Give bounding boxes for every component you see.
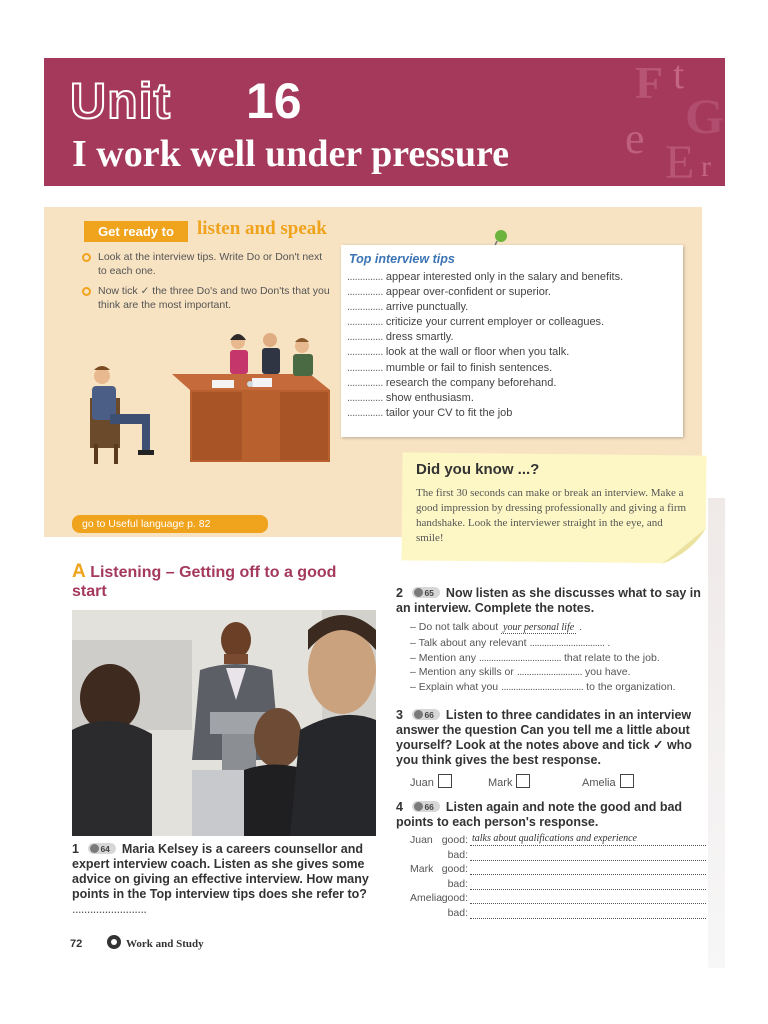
checkbox[interactable] (516, 774, 530, 788)
audio-cd-icon[interactable]: 64 (88, 843, 116, 854)
tip-blank[interactable]: .............. (347, 391, 383, 404)
audio-cd-icon[interactable]: 66 (412, 801, 440, 812)
get-ready-badge: Get ready to (84, 221, 188, 242)
unit-banner (44, 58, 725, 186)
section-title: Listening – Getting off to a good start (72, 564, 337, 600)
answer-line[interactable] (470, 903, 706, 904)
decorative-letters (615, 58, 725, 186)
tip-item: .............. research the company beforehand. (347, 376, 557, 389)
unit-title: I work well under pressure (72, 133, 510, 175)
good-row: Mark good: (396, 863, 706, 878)
question-1: 1 64 Maria Kelsey is a careers counsellor and expert interview coach. Listen as she gives some advice on giving an effective interview. How many points in the Top interview tips does she refer to? ......................... (72, 842, 369, 916)
answer-line[interactable] (470, 918, 706, 919)
tip-item: .............. appear over-confident or superior. (347, 286, 551, 299)
candidate-option[interactable]: Juan (410, 774, 452, 789)
note-line: – Do not talk about your personal life . (410, 621, 583, 633)
instruction-item: Now tick ✓ the three Do's and two Don'ts that you think are the most important. (80, 284, 330, 312)
audio-cd-icon[interactable]: 66 (412, 709, 440, 720)
answer-line[interactable] (470, 889, 706, 890)
candidate-option[interactable]: Amelia (582, 774, 634, 789)
q2-notes (396, 620, 706, 695)
instruction-item: Look at the interview tips. Write Do or Don't next to each one. (80, 250, 330, 278)
candidate-option[interactable]: Mark (488, 774, 530, 789)
svg-text:t: t (673, 58, 685, 97)
question-3: 3 66 Listen to three candidates in an interview answer the question Can you tell me a little about yourself? Look at the notes above and tick ✓ who you think gives the best response. Juan Mark Amelia (396, 708, 706, 790)
did-you-know-body: The first 30 seconds can make or break an interview. Make a good impression by dressing professionally and giving a firm handshake. Look the interviewer straight in the eye, and smile! (416, 487, 687, 544)
note-blank[interactable]: ............................... (529, 636, 605, 649)
unit-word: Unit (70, 73, 172, 129)
tip-blank[interactable]: .............. (347, 361, 383, 374)
instructions-list (80, 250, 330, 318)
svg-text:r: r (701, 150, 711, 183)
did-you-know-title: Did you know ...? (416, 461, 540, 478)
note-blank[interactable]: .................................. (501, 681, 584, 694)
interview-illustration (80, 326, 330, 466)
answer-line[interactable] (470, 845, 706, 846)
good-row: Juan good: talks about qualifications and experience (396, 834, 706, 849)
bullet-icon (82, 287, 91, 296)
textbook-page (44, 58, 725, 968)
svg-text:F: F (635, 58, 664, 108)
note-blank[interactable]: ........................... (516, 666, 583, 679)
unit-number: 16 (246, 73, 302, 129)
useful-language-link[interactable]: go to Useful language p. 82 (72, 515, 268, 533)
bullet-icon (82, 253, 91, 262)
good-bad-table (396, 834, 706, 922)
tip-item: .............. mumble or fail to finish sentences. (347, 361, 553, 374)
answer-line[interactable] (470, 860, 706, 861)
section-a-heading (72, 562, 362, 601)
bad-row: bad: (396, 849, 706, 864)
tip-item: .............. dress smartly. (347, 331, 454, 344)
tip-blank[interactable]: .............. (347, 316, 383, 329)
svg-text:E: E (665, 136, 695, 186)
question-4: 4 66 Listen again and note the good and bad points to each person's response. Juan good: talks about qualifications and experience bad: Mark good: bad: Amelia good: bad: (396, 800, 706, 922)
bad-row: bad: (396, 907, 706, 922)
tip-blank[interactable]: .............. (347, 376, 383, 389)
tip-item: .............. criticize your current employer or colleagues. (347, 316, 605, 329)
tip-blank[interactable]: .............. (347, 331, 383, 344)
note-line: – Talk about any relevant ............................... . (410, 636, 611, 649)
tip-blank[interactable]: .............. (347, 346, 383, 359)
tip-item: .............. look at the wall or floor when you talk. (347, 346, 570, 359)
audio-cd-icon[interactable]: 65 (412, 587, 440, 598)
page-number: 72 (70, 938, 83, 950)
checkbox[interactable] (438, 774, 452, 788)
section-letter: A (72, 561, 86, 582)
note-line: – Explain what you .................................. to the organization. (410, 681, 676, 694)
note-blank[interactable]: your personal life (503, 622, 575, 633)
tip-item: .............. appear interested only in the salary and benefits. (347, 271, 624, 283)
interview-photo (72, 610, 376, 836)
get-ready-heading: listen and speak (197, 218, 327, 239)
svg-text:G: G (685, 88, 724, 144)
note-blank[interactable]: .................................. (478, 651, 562, 664)
answer-blank[interactable]: ......................... (72, 902, 147, 916)
checkbox[interactable] (620, 774, 634, 788)
page-edge (708, 498, 725, 968)
book-logo-icon (106, 934, 122, 950)
tips-list (347, 270, 623, 421)
tip-blank[interactable]: .............. (347, 271, 383, 283)
tip-blank[interactable]: .............. (347, 286, 383, 299)
tip-blank[interactable]: .............. (347, 406, 383, 419)
book-title: Work and Study (126, 938, 204, 950)
tip-item: .............. arrive punctually. (347, 301, 469, 314)
question-2: 2 65 Now listen as she discusses what to say in an interview. Complete the notes. – Do not talk about your personal life . – Talk about any relevant ............................... . – Mention any .................................. that relate to the job. – Mention any skills or ........................... you have. – Explain what you .................................. to the organization. (396, 586, 706, 695)
tip-blank[interactable]: .............. (347, 301, 383, 314)
tip-item: .............. show enthusiasm. (347, 391, 474, 404)
bad-row: bad: (396, 878, 706, 893)
svg-text:e: e (625, 114, 645, 163)
tips-heading: Top interview tips (349, 252, 455, 266)
candidate-tick-row (396, 774, 706, 790)
note-line: – Mention any skills or ........................... you have. (410, 666, 631, 679)
answer-line[interactable] (470, 874, 706, 875)
note-line: – Mention any .................................. that relate to the job. (410, 651, 660, 664)
tips-box (341, 245, 683, 437)
tip-item: .............. tailor your CV to fit the job (347, 406, 513, 419)
good-row: Amelia good: (396, 892, 706, 907)
